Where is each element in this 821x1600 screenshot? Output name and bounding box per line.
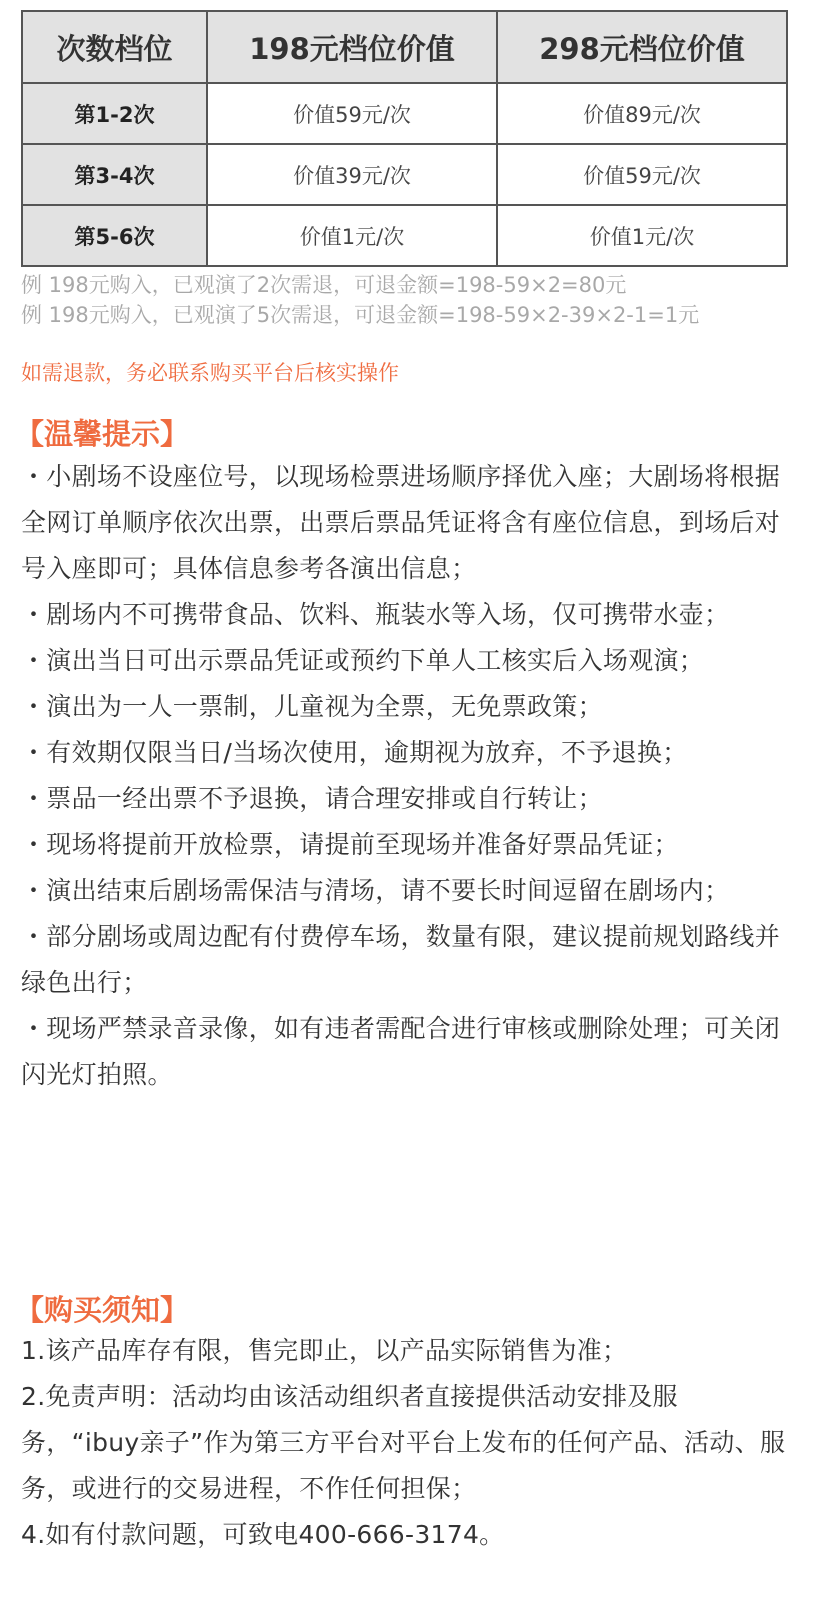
table-header-row	[22, 11, 787, 83]
header-tier: 次数档位	[22, 11, 207, 83]
refund-note: 如需退款，务必联系购买平台后核实操作	[21, 361, 399, 385]
header-198: 198元档位价值	[207, 11, 497, 83]
value-298-cell: 价值59元/次	[497, 144, 787, 205]
purchase-item: 4.如有付款问题，可致电400-666-3174。	[21, 1520, 505, 1549]
tier-cell: 第1-2次	[22, 83, 207, 144]
header-298: 298元档位价值	[497, 11, 787, 83]
tip-item: ・演出当日可出示票品凭证或预约下单人工核实后入场观演；	[21, 646, 705, 675]
table-row	[22, 205, 787, 266]
tip-item: ・演出结束后剧场需保洁与清场，请不要长时间逗留在剧场内；	[21, 876, 730, 905]
refund-example-2: 例 198元购入，已观演了5次需退，可退金额=198-59×2-39×2-1=1元	[21, 303, 700, 327]
price-tier-table-wrapper	[21, 10, 786, 267]
purchase-item: 2.免责声明：活动均由该活动组织者直接提供活动安排及服务，“ibuy亲子”作为第三方平台对平台上发布的任何产品、活动、服务，或进行的交易进程，不作任何担保；	[21, 1382, 786, 1503]
tier-cell: 第3-4次	[22, 144, 207, 205]
purchase-list	[21, 1328, 791, 1558]
value-198-cell: 价值39元/次	[207, 144, 497, 205]
price-tier-table	[21, 10, 788, 267]
tip-item: ・剧场内不可携带食品、饮料、瓶装水等入场，仅可携带水壶；	[21, 600, 730, 629]
tip-item: ・演出为一人一票制，儿童视为全票，无免票政策；	[21, 692, 603, 721]
refund-example-1: 例 198元购入，已观演了2次需退，可退金额=198-59×2=80元	[21, 273, 627, 297]
tip-item: ・有效期仅限当日/当场次使用，逾期视为放弃，不予退换；	[21, 738, 688, 767]
tip-item: ・部分剧场或周边配有付费停车场，数量有限，建议提前规划路线并绿色出行；	[21, 922, 781, 997]
tier-cell: 第5-6次	[22, 205, 207, 266]
purchase-item: 1.该产品库存有限，售完即止，以产品实际销售为准；	[21, 1336, 628, 1365]
tips-title: 【温馨提示】	[15, 417, 190, 451]
value-198-cell: 价值1元/次	[207, 205, 497, 266]
tip-item: ・票品一经出票不予退换，请合理安排或自行转让；	[21, 784, 603, 813]
tip-item: ・现场将提前开放检票，请提前至现场并准备好票品凭证；	[21, 830, 679, 859]
purchase-title: 【购买须知】	[15, 1293, 190, 1327]
table-row	[22, 83, 787, 144]
value-298-cell: 价值1元/次	[497, 205, 787, 266]
table-row	[22, 144, 787, 205]
tips-list	[21, 454, 791, 1098]
value-198-cell: 价值59元/次	[207, 83, 497, 144]
value-298-cell: 价值89元/次	[497, 83, 787, 144]
tip-item: ・小剧场不设座位号，以现场检票进场顺序择优入座；大剧场将根据全网订单顺序依次出票，出票后票品凭证将含有座位信息，到场后对号入座即可；具体信息参考各演出信息；	[21, 462, 781, 583]
tip-item: ・现场严禁录音录像，如有违者需配合进行审核或删除处理；可关闭闪光灯拍照。	[21, 1014, 781, 1089]
